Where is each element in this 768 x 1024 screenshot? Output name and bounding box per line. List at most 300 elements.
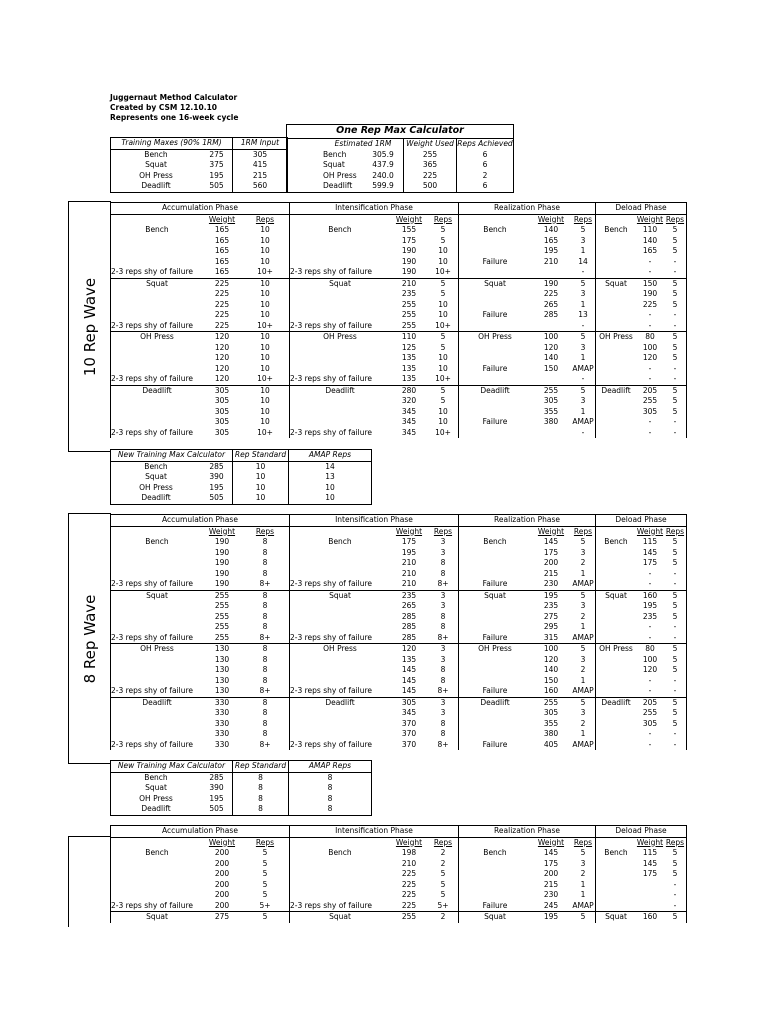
- weight-value: 165: [214, 225, 230, 234]
- phase-header-accum: Accumulation Phase: [111, 826, 290, 838]
- weight-value: 305: [642, 406, 658, 416]
- lift-label: [111, 859, 204, 870]
- weight-value: 210: [401, 579, 417, 588]
- reps-value: 10: [260, 353, 270, 362]
- ntm-lift: [111, 483, 233, 494]
- weight-value: 80: [636, 644, 664, 655]
- lift-label: 2-3 reps shy of failure: [111, 428, 204, 439]
- weight-value: 120: [543, 342, 559, 352]
- reps-value: 5: [664, 655, 687, 666]
- wave-row: [111, 612, 687, 623]
- wave-label-10: 10 Rep Wave: [68, 201, 111, 452]
- header-spacer: [111, 214, 204, 225]
- weight-value: 355: [543, 406, 559, 416]
- weight-value: 330: [214, 718, 230, 728]
- weight-value: 145: [642, 858, 658, 868]
- ntm-header-rep-standard: Rep Standard: [233, 450, 289, 462]
- weight-header: Weight: [537, 214, 565, 224]
- ntm-new-max: 285: [209, 461, 224, 471]
- reps-value: 8: [440, 568, 446, 578]
- weight-value: 225: [214, 320, 230, 330]
- weight-value: 380: [543, 417, 559, 426]
- weight-value: 120: [642, 353, 658, 362]
- reps-value: 5: [664, 848, 687, 859]
- weight-value: 165: [214, 256, 230, 266]
- lift-label: [596, 579, 637, 590]
- reps-value: 5: [664, 912, 687, 923]
- lift-label: Bench: [111, 537, 204, 548]
- tm-lift: [111, 149, 233, 160]
- reps-value: 10: [260, 256, 270, 266]
- weight-value: 200: [543, 558, 559, 567]
- lift-label: Failure: [459, 901, 532, 912]
- weight-value: 175: [642, 869, 658, 878]
- lift-label: Bench: [290, 225, 391, 236]
- lift-label: OH Press: [290, 332, 391, 343]
- ntm-amap-reps: 8: [289, 772, 372, 783]
- reps-value: 10: [438, 406, 448, 416]
- reps-value: 1: [580, 622, 586, 631]
- weight-value: 175: [543, 858, 559, 868]
- weight-value: 305: [543, 396, 559, 405]
- lift-label: Deadlift: [459, 385, 532, 396]
- lift-label: [111, 353, 204, 364]
- lift-label: [111, 396, 204, 407]
- lift-label: [111, 622, 204, 633]
- reps-value: 5: [664, 396, 687, 407]
- tm-max-value: 275: [209, 149, 224, 159]
- reps-value: 10: [260, 299, 270, 309]
- tm-lift-name: Deadlift: [141, 181, 171, 190]
- tm-max-value: 195: [209, 170, 224, 180]
- weight-value: 345: [401, 406, 417, 416]
- reps-value: 5: [428, 385, 459, 396]
- ntm-row: [111, 483, 372, 494]
- tm-max-value: 505: [209, 181, 224, 190]
- lift-label: [596, 343, 637, 354]
- reps-value: 3: [440, 547, 446, 557]
- lift-label: [111, 601, 204, 612]
- weight-value: [636, 901, 664, 912]
- lift-label: [111, 343, 204, 354]
- tm-1rm-value: 305: [233, 149, 288, 160]
- wave-row: [111, 601, 687, 612]
- reps-value: 5: [664, 300, 687, 311]
- header-spacer: [290, 214, 391, 225]
- ntm-new-max: 390: [209, 783, 224, 792]
- training-maxes-table: [110, 137, 288, 193]
- reps-value: 10+: [435, 374, 451, 383]
- lift-label: [459, 676, 532, 687]
- reps-value: 2: [428, 912, 459, 923]
- reps-value: 1: [580, 299, 586, 309]
- reps-value: 3: [580, 342, 586, 352]
- reps-value: 5: [580, 537, 586, 546]
- weight-value: 255: [214, 601, 230, 610]
- reps-value: 5: [262, 890, 268, 899]
- lift-label: [596, 622, 637, 633]
- weight-value: 165: [214, 235, 230, 245]
- lift-label: [290, 708, 391, 719]
- lift-label: [596, 859, 637, 870]
- lift-label: [596, 236, 637, 247]
- weight-value: 145: [642, 547, 658, 557]
- reps-header: Reps: [664, 526, 687, 537]
- reps-value: 8: [262, 537, 268, 546]
- lift-label: [111, 289, 204, 300]
- reps-value: 8+: [437, 579, 449, 588]
- ntm-lift: [111, 472, 233, 483]
- wave-row: [111, 407, 687, 418]
- lift-label: [459, 343, 532, 354]
- lift-label: [459, 353, 532, 364]
- reps-value: 10: [438, 256, 448, 266]
- reps-value: 1: [580, 406, 586, 416]
- lift-label: [459, 396, 532, 407]
- weight-value: 345: [401, 427, 417, 437]
- wave-row: [111, 579, 687, 590]
- wave-row: [111, 644, 687, 655]
- weight-value: 210: [401, 858, 417, 868]
- weight-value: 200: [214, 900, 230, 910]
- weight-value: 195: [642, 601, 658, 610]
- weight-value: 275: [203, 912, 241, 923]
- phase-header-intens: Intensification Phase: [290, 515, 459, 527]
- ntm-header-rep-standard: Rep Standard: [233, 761, 289, 773]
- lift-label: [596, 246, 637, 257]
- weight-value: 255: [642, 708, 658, 717]
- lift-label: [459, 321, 532, 332]
- weight-value: -: [648, 675, 652, 685]
- tm-lift-name: OH Press: [139, 170, 173, 180]
- weight-value: 160: [543, 686, 559, 695]
- wave-row: [111, 332, 687, 343]
- ntm-header-amap: AMAP Reps: [289, 450, 372, 462]
- weight-header: Weight: [395, 526, 423, 536]
- lift-label: [111, 407, 204, 418]
- weight-value: [531, 374, 571, 385]
- lift-label: [111, 300, 204, 311]
- reps-value: 10: [438, 310, 448, 319]
- reps-value: 2: [580, 611, 586, 621]
- orm-lift-estimate: [323, 181, 404, 192]
- reps-value: -: [664, 729, 687, 740]
- lift-label: Failure: [459, 364, 532, 375]
- reps-value: 10: [260, 406, 270, 416]
- phase-header-row: [111, 826, 687, 838]
- reps-value: 10: [260, 342, 270, 352]
- header-spacer: [459, 837, 532, 848]
- reps-value: 10: [438, 246, 448, 255]
- reps-value: -: [664, 686, 687, 697]
- reps-value: 5: [440, 225, 446, 234]
- lift-label: [111, 665, 204, 676]
- lift-label: Deadlift: [111, 697, 204, 708]
- weight-value: -: [648, 729, 652, 738]
- reps-value: 5: [440, 890, 446, 899]
- orm-spacer: [287, 181, 324, 192]
- weight-value: 225: [401, 869, 417, 878]
- lift-label: 2-3 reps shy of failure: [290, 267, 391, 278]
- orm-estimated-1rm: 437.9: [372, 160, 394, 169]
- reps-value: 5: [262, 879, 268, 889]
- lift-label: 2-3 reps shy of failure: [111, 374, 204, 385]
- reps-value: 2: [580, 665, 586, 674]
- reps-value: 10: [438, 353, 448, 362]
- weight-value: 255: [531, 697, 571, 708]
- ntm-lift-name: Bench: [144, 772, 168, 782]
- reps-value: 8: [241, 697, 290, 708]
- ntm-header-calculator: New Training Max Calculator: [111, 450, 233, 462]
- header-spacer: [111, 837, 204, 848]
- lift-label: Deadlift: [290, 697, 391, 708]
- orm-lift-estimate: [323, 171, 404, 182]
- lift-label: 2-3 reps shy of failure: [290, 321, 391, 332]
- reps-value: 10: [438, 363, 448, 373]
- phase-header-intens: Intensification Phase: [290, 203, 459, 215]
- reps-value: 5: [428, 278, 459, 289]
- weight-value: 225: [214, 310, 230, 319]
- reps-value: 8: [262, 654, 268, 664]
- ntm-new-max: 195: [209, 482, 224, 492]
- reps-value: 8: [440, 622, 446, 631]
- lift-label: [459, 246, 532, 257]
- weight-value: 175: [401, 235, 417, 245]
- tm-row: [111, 171, 288, 182]
- weight-value: 140: [543, 225, 559, 234]
- weight-value: 225: [401, 879, 417, 889]
- new-training-max-table-2: [110, 760, 372, 816]
- ntm-rep-standard: 10: [233, 461, 289, 472]
- lift-label: [596, 558, 637, 569]
- reps-value: 5+: [437, 900, 449, 910]
- reps-value: 5: [664, 644, 687, 655]
- wave-8-table: [110, 514, 687, 750]
- reps-value: 8: [262, 622, 268, 631]
- reps-value: 2: [580, 718, 586, 728]
- header-spacer: [290, 837, 391, 848]
- weight-value: 135: [401, 353, 417, 362]
- wave-row: [111, 558, 687, 569]
- weight-value: 160: [636, 590, 664, 601]
- lift-label: [596, 374, 637, 385]
- wave-row: [111, 697, 687, 708]
- ntm-rep-standard: 8: [233, 783, 289, 794]
- tm-1rm-value: 560: [233, 181, 288, 192]
- lift-label: Bench: [596, 225, 637, 236]
- lift-label: 2-3 reps shy of failure: [290, 740, 391, 751]
- weight-value: 305: [214, 406, 230, 416]
- reps-value: 5: [664, 558, 687, 569]
- reps-value: -: [664, 880, 687, 891]
- reps-value: 8+: [437, 632, 449, 642]
- weight-value: 280: [390, 385, 428, 396]
- ntm-amap-reps: 10: [289, 493, 372, 504]
- weight-value: 210: [543, 256, 559, 266]
- lift-label: [459, 236, 532, 247]
- reps-value: -: [664, 569, 687, 580]
- weight-value: 200: [214, 890, 230, 899]
- reps-value: 8: [262, 547, 268, 557]
- reps-header: Reps: [664, 214, 687, 225]
- reps-value: 5+: [259, 900, 271, 910]
- weight-value: 115: [642, 537, 658, 546]
- reps-header: Reps: [573, 214, 593, 224]
- orm-reps-achieved: 6: [457, 150, 514, 161]
- wave-row: [111, 267, 687, 278]
- reps-value: 5: [664, 289, 687, 300]
- weight-value: 120: [390, 644, 428, 655]
- lift-label: [459, 300, 532, 311]
- orm-reps-achieved: 6: [457, 160, 514, 171]
- lift-label: [111, 676, 204, 687]
- lift-label: 2-3 reps shy of failure: [111, 579, 204, 590]
- lift-label: [459, 890, 532, 901]
- weight-value: -: [648, 632, 652, 642]
- weight-value: 225: [203, 278, 241, 289]
- lift-label: Bench: [459, 537, 532, 548]
- weight-value: 120: [543, 654, 559, 664]
- header-spacer: [290, 526, 391, 537]
- lift-label: [459, 880, 532, 891]
- lift-label: [596, 407, 637, 418]
- lift-label: Bench: [290, 848, 391, 859]
- weight-value: 235: [642, 611, 658, 621]
- header-spacer: [596, 837, 637, 848]
- lift-label: [459, 267, 532, 278]
- reps-value: 10: [438, 417, 448, 426]
- lift-label: Failure: [459, 633, 532, 644]
- weight-value: 195: [401, 547, 417, 557]
- ntm-new-max: 505: [209, 804, 224, 813]
- wave-row: [111, 374, 687, 385]
- weight-header: Weight: [395, 837, 423, 847]
- weight-value: 235: [543, 601, 559, 610]
- weight-value: 345: [401, 708, 417, 717]
- reps-value: 8: [241, 590, 290, 601]
- ntm-lift: [111, 794, 233, 805]
- lift-label: [596, 417, 637, 428]
- wave-row: [111, 740, 687, 751]
- orm-weight-used: 255: [404, 150, 457, 161]
- lift-label: [459, 289, 532, 300]
- reps-value: 10+: [435, 267, 451, 276]
- reps-value: 8: [262, 611, 268, 621]
- lift-label: [459, 428, 532, 439]
- reps-value: 5: [664, 385, 687, 396]
- wave-row: [111, 548, 687, 559]
- weight-value: 305: [543, 708, 559, 717]
- lift-label: [290, 622, 391, 633]
- one-rep-max-table: [286, 124, 514, 193]
- wave-label-8: 8 Rep Wave: [68, 513, 111, 764]
- reps-value: 8: [262, 558, 268, 567]
- reps-value: 8: [262, 718, 268, 728]
- reps-value: 5: [664, 665, 687, 676]
- lift-label: [290, 236, 391, 247]
- ntm-lift: [111, 461, 233, 472]
- reps-value: -: [664, 676, 687, 687]
- reps-value: 8+: [259, 632, 271, 642]
- ntm-row: [111, 804, 372, 815]
- lift-label: Deadlift: [290, 385, 391, 396]
- weight-value: 225: [401, 890, 417, 899]
- wave-row: [111, 396, 687, 407]
- reps-value: 1: [580, 890, 586, 899]
- reps-value: 5: [664, 719, 687, 730]
- lift-label: [290, 729, 391, 740]
- weight-value: 80: [636, 332, 664, 343]
- reps-value: 10: [260, 246, 270, 255]
- lift-label: [290, 246, 391, 257]
- reps-value: 10: [260, 310, 270, 319]
- reps-value: 13: [578, 310, 588, 319]
- column-header-row: [111, 214, 687, 225]
- weight-value: 285: [401, 611, 417, 621]
- wave-row: [111, 300, 687, 311]
- orm-estimated-1rm: 305.9: [372, 149, 394, 159]
- lift-label: [290, 612, 391, 623]
- orm-lift-name: Squat: [323, 160, 345, 169]
- cycle-note: Represents one 16-week cycle: [110, 113, 239, 122]
- lift-label: [596, 300, 637, 311]
- tm-lift: [111, 171, 233, 182]
- phase-header-deload: Deload Phase: [596, 203, 687, 215]
- reps-value: 3: [580, 289, 586, 298]
- wave-row: [111, 321, 687, 332]
- reps-value: 10: [260, 289, 270, 298]
- reps-value: -: [664, 428, 687, 439]
- orm-spacer: [287, 160, 324, 171]
- lift-label: [596, 289, 637, 300]
- weight-value: 235: [401, 289, 417, 298]
- lift-label: OH Press: [290, 644, 391, 655]
- ntm-new-max: 195: [209, 793, 224, 803]
- weight-value: 285: [401, 632, 417, 642]
- wave-row: [111, 310, 687, 321]
- wave-row: [111, 676, 687, 687]
- lift-label: Deadlift: [459, 697, 532, 708]
- weight-value: 370: [401, 729, 417, 738]
- reps-value: 2: [440, 848, 446, 857]
- weight-header: Weight: [208, 526, 236, 536]
- reps-value: -: [664, 579, 687, 590]
- weight-value: -: [648, 320, 652, 330]
- reps-value: -: [581, 374, 585, 383]
- lift-label: [290, 676, 391, 687]
- phase-header-row: [111, 203, 687, 215]
- weight-value: 135: [401, 363, 417, 373]
- reps-value: 5: [440, 879, 446, 889]
- weight-value: [531, 428, 571, 439]
- reps-value: 10: [260, 396, 270, 405]
- wave-row: [111, 869, 687, 880]
- weight-value: 100: [642, 654, 658, 664]
- wave-row: [111, 719, 687, 730]
- weight-value: 140: [543, 353, 559, 362]
- reps-value: 5: [664, 278, 687, 289]
- lift-label: [290, 417, 391, 428]
- wave-row: [111, 417, 687, 428]
- weight-value: [636, 890, 664, 901]
- ntm-lift: [111, 493, 233, 504]
- weight-value: 140: [543, 665, 559, 674]
- weight-value: 175: [401, 537, 417, 546]
- reps-value: -: [664, 267, 687, 278]
- reps-value: 5: [664, 225, 687, 236]
- wave-row: [111, 246, 687, 257]
- reps-value: 2: [440, 858, 446, 868]
